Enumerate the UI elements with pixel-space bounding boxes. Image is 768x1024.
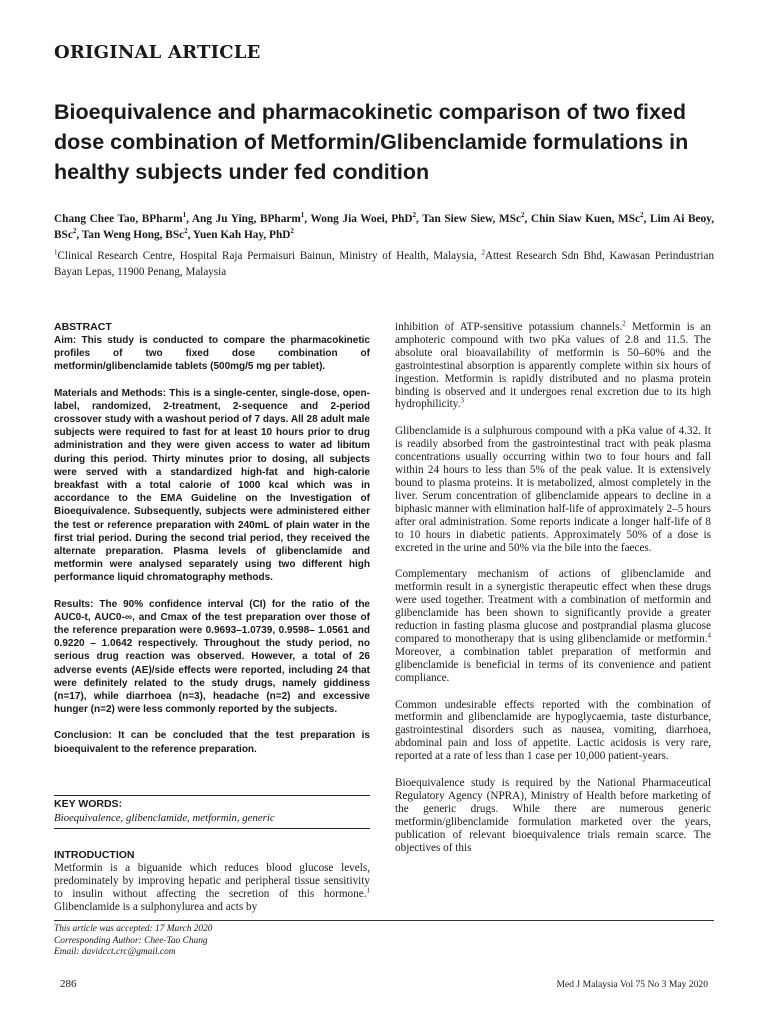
author: Chang Chee Tao, BPharm: [54, 213, 183, 225]
abstract-section: [54, 321, 370, 756]
author-list: Chang Chee Tao, BPharm$^1$, Ang Ju Ying, BPharm$^1$, Wong Jia Woei, PhD$^2$, Tan Siew Siew, MSc$^2$, Chin Siaw Kuen, MSc$^2$, Lim Ai Beoy, BSc$^2$, Tan Weng Hong, BSc$^2$, Yuen Kah Hay, PhD$^2$: [54, 211, 715, 241]
keywords-text: Bioequivalence, glibenclamide, metformin, generic: [54, 812, 275, 824]
author-affiliation-mark: 2: [640, 211, 644, 220]
page-number: 286: [60, 978, 77, 990]
author-affiliation-mark: 1: [300, 211, 305, 220]
author: Ang Ju Ying, BPharm: [191, 213, 301, 225]
citation-mark: 2: [622, 319, 626, 328]
author-email: Email: davidcct.crc@gmail.com: [54, 947, 176, 957]
citation-mark: 3: [460, 396, 464, 405]
abstract-conclusion: Conclusion: It can be concluded that the test preparation is bioequivalent to the reference preparation.: [54, 730, 370, 755]
body-paragraph: Glibenclamide is a sulphurous compound with a pKa value of 4.32. It is readily absorbed from the gastrointestinal tract with peak plasma concentrations usually occurring within two to four hours and fall within 24 hours to less than 5% of the peak value. It is extensively bound to plasma proteins. It is metabolized, almost completely in the liver. Serum concentration of glibenclamide appears to decline in a biphasic manner with elimination half-life of approximately 2–5 hours after oral administration. Some reports indicate a longer half-life of 8 to 10 hours in diabetic patients. Approximately 50% of a dose is excreted in the urine and 50% via the bile into the faeces.: [395, 425, 711, 554]
author: Tan Siew Siew, MSc: [422, 213, 521, 225]
affiliation-text: Attest Research Sdn Bhd, Kawasan Perindustrian Bayan Lepas, 11900 Penang, Malaysia: [54, 250, 714, 278]
affiliations: [54, 249, 714, 280]
abstract-aim: Aim: This study is conducted to compare the pharmacokinetic profiles of two fixed dose combination of metformin/glibenclamide tablets (500mg/5 mg per tablet).: [54, 335, 370, 373]
introduction-heading: INTRODUCTION: [54, 849, 135, 861]
author-affiliation-mark: 2: [290, 227, 294, 236]
author-affiliation-mark: 2: [520, 211, 525, 220]
body-right-column: [395, 321, 711, 855]
body-paragraph: inhibition of ATP-sensitive potassium channels.$^2$ Metformin is an amphoteric compound with two pKa values of 2.8 and 11.5. The absolute oral bioavailability of metformin is 50–60% and the gastrointestinal absorption is apparently complete within six hours of ingestion. Metformin is rapidly distributed and no plasma protein binding is observed and it undergoes renal excretion due to its high hydrophilicity.$^3$: [395, 319, 711, 411]
affiliation-text: Clinical Research Centre, Hospital Raja Permaisuri Bainun, Ministry of Health, Malaysia,: [57, 250, 482, 262]
abstract-heading: ABSTRACT: [54, 321, 112, 333]
author: Lim Ai Beoy, BSc: [54, 213, 715, 241]
journal-citation: Med J Malaysia Vol 75 No 3 May 2020: [556, 979, 708, 990]
article-footnote: [54, 920, 714, 959]
author: Yuen Kah Hay, PhD: [192, 229, 291, 241]
keywords-box: [54, 795, 370, 829]
body-paragraph: Bioequivalence study is required by the National Pharmaceutical Regulatory Agency (NPRA), Ministry of Health before marketing of the generic drugs. While there are numerous generic metformin/glibenclamide formulation marketed over the years, publication of relevant bioequivalence trials remain scarce. The objectives of this: [395, 777, 711, 854]
abstract-methods: Materials and Methods: This is a single-center, single-dose, open-label, randomized, 2-treatment, 2-sequence and 2-period crossover study with a washout period of 7 days. All 28 adult male subjects were required to fast for at least 10 hours prior to drug administration and they were given access to water ad libitum during this period. Thirty minutes prior to dosing, all subjects were served with a standardized high-fat and high-calorie breakfast with a total calorie of 1000 kcal which was in accordance to the EMA Guideline on the Investigation of Bioequivalence. Subsequently, subjects were administered either the test or reference preparation with 240mL of plain water in the first trial period. During the second trial period, they received the alternate preparation. Plasma levels of glibenclamide and metformin were analysed separately using two different high performance liquid chromatography methods.: [54, 387, 370, 584]
affiliation-mark: 2: [481, 248, 485, 257]
introduction-paragraph: Metformin is a biguanide which reduces blood glucose levels, predominately by improving hepatic and peripheral tissue sensitivity to insulin without affecting the secretion of this hormone.$^1$ Glibenclamide is a sulphonylurea and acts by: [54, 862, 370, 913]
author: Chin Siaw Kuen, MSc: [530, 213, 641, 225]
author-affiliation-mark: 2: [72, 227, 77, 236]
author: Wong Jia Woei, PhD: [310, 213, 413, 225]
citation-mark: 4: [707, 631, 711, 640]
author-affiliation-mark: 2: [412, 211, 417, 220]
body-paragraph: Common undesirable effects reported with the combination of metformin and glibenclamide are hypoglycaemia, taste disturbance, gastrointestinal disorders such as nausea, vomiting, diarrhoea, abdominal pain and loss of appetite. Lactic acidosis is very rare, reported at a rate of less than 1 case per 10,000 patient-years.: [395, 698, 711, 763]
article-title: Bioequivalence and pharmacokinetic comparison of two fixed dose combination of Metformin/Glibenclamide formulations in healthy subjects under fed condition: [54, 100, 689, 184]
introduction-section: [54, 849, 370, 914]
keywords-heading: KEY WORDS:: [54, 798, 123, 810]
affiliation-mark: 1: [54, 248, 58, 257]
author-affiliation-mark: 1: [182, 211, 187, 220]
accepted-date: This article was accepted: 17 March 2020: [54, 924, 213, 934]
abstract-results: Results: The 90% confidence interval (CI) for the ratio of the AUC0-t, AUC0-∞, and Cmax of the test preparation over those of the reference preparation were 0.9693–1.0739, 0.9598– 1.0561 and 0.9220 – 1.0642 respectively. Throughout the study period, no serious drug reaction was observed. However, a total of 26 adverse events (AE)/side effects were reported, including 24 that were definitely related to the study drugs, namely giddiness (n=17), while diarrhoea (n=3), headache (n=2) and excessive hunger (n=2) were less commonly reported by the subjects.: [54, 598, 370, 716]
author-affiliation-mark: 2: [184, 227, 188, 236]
author: Tan Weng Hong, BSc: [81, 229, 185, 241]
body-paragraph: Complementary mechanism of actions of glibenclamide and metformin result in a synergistic therapeutic effect when these drugs were used together. Treatment with a combination of metformin and glibenclamide has been shown to significantly provide a greater reduction in fasting plasma glucose and postprandial plasma glucose compared to monotherapy that is using glibenclamide or metformin.$^4$ Moreover, a combination tablet preparation of metformin and glibenclamide is beneficial in terms of its convenience and patient compliance.: [395, 568, 711, 684]
corresponding-author: Corresponding Author: Chee-Tao Chang: [54, 935, 208, 946]
section-label: ORIGINAL ARTICLE: [54, 42, 261, 63]
citation-mark: 1: [366, 886, 370, 895]
